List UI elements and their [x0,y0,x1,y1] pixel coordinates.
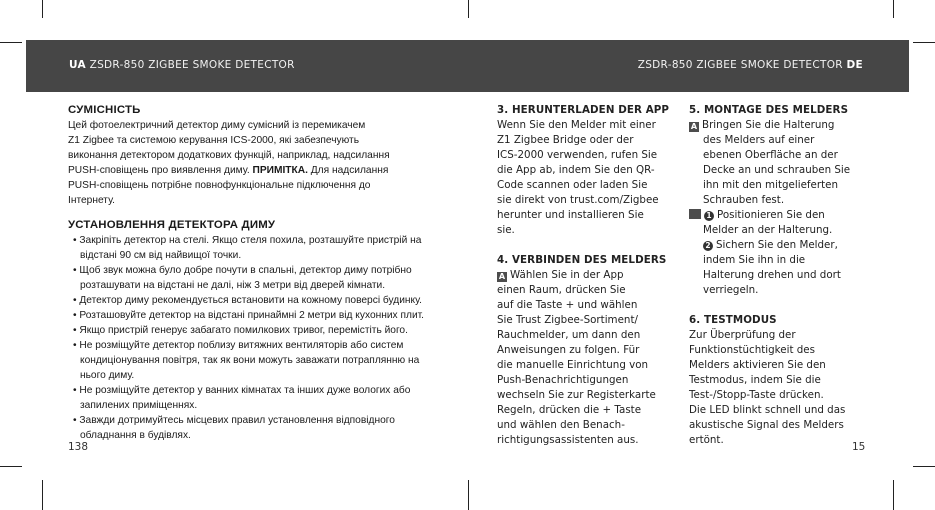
de-s4-line: richtigungsassistenten aus. [497,434,639,446]
de-s4-title: 4. VERBINDEN DES MELDERS [497,254,667,266]
ua-note-text: Для надсилання [310,165,389,176]
ua-section1-line: PUSH-сповіщень про виявлення диму. [68,165,250,176]
de-s4-first-line [497,268,675,283]
de-s4-line: auf die Taste + und wählen [497,299,638,311]
de-s3-line: Z1 Zigbee Bridge oder der [497,134,634,146]
de-s5-line: Bringen Sie die Halterung [702,119,835,131]
de-s5-step2-line: Halterung drehen und dort [703,269,841,281]
ua-bullet-list [68,233,443,443]
list-item: • Закріпіть детектор на стелі. Якщо стеля похила, розташуйте пристрій на відстані 90 см від найвищої точки. [68,233,443,263]
de-s4-line: wechseln Sie zur Registerkarte [497,389,656,401]
de-s5-step2-line: indem Sie ihn in die [703,254,806,266]
list-item: • Щоб звук можна було добре почути в спальні, детектор диму потрібно розташувати на відстані не далі, ніж 3 метри від дверей кімнати. [68,263,443,293]
de-s3-line: Code scannen oder laden Sie [497,179,648,191]
de-s6-line: Test-/Stopp-Taste drücken. [689,389,824,401]
crop-mark [42,0,43,18]
de-s5-step2-line: verriegeln. [703,284,759,296]
ua-section1-title: СУМІСНІСТЬ [68,104,141,116]
de-s5-step2-line: Sichern Sie den Melder, [716,239,838,251]
list-item: • Завжди дотримуйтесь місцевих правил установлення відповідного обладнання в будівлях. [68,413,443,443]
header-left-title: ZSDR-850 ZIGBEE SMOKE DETECTOR [89,59,295,71]
de-s5-title: 5. MONTAGE DES MELDERS [689,104,849,116]
de-s3-line: sie. [497,224,515,236]
de-s5-first-line [689,118,865,133]
de-s6-line: ertönt. [689,434,724,446]
step-a-badge-icon: A [690,122,698,131]
ua-section1-line: Інтернету. [68,195,115,206]
header-left-code: UA [69,59,86,71]
list-item: • Розташовуйте детектор на відстані принаймні 2 метри від кухонних плит. [68,308,443,323]
crop-mark [0,466,22,467]
de-s5-line: des Melders auf einer [703,134,815,146]
de-s5-line: ebenen Oberfläche an der [703,149,838,161]
de-s6-line: akustische Signal des Melders [689,419,844,431]
de-s3-line: die App ab, indem Sie den QR- [497,164,655,176]
de-s3-line: ICS-2000 verwenden, rufen Sie [497,149,658,161]
ua-note-label: ПРИМІТКА. [252,165,308,176]
de-s3-line: herunter und installieren Sie [497,209,644,221]
step-a-badge-icon: A [498,272,506,281]
de-s6-line: Zur Überprüfung der [689,329,796,341]
ua-column [68,103,443,443]
de-s5-step1-line: Melder an der Halterung. [703,224,833,236]
ua-section1-line: виконання детектором додаткових функцій, наприклад, надсилання [68,150,390,161]
de-s4-line: Regeln, drücken die + Taste [497,404,642,416]
de-s6-title: 6. TESTMODUS [689,314,777,326]
list-item: • Не розміщуйте детектор поблизу витяжних вентиляторів або систем кондиціонування повітря, так як вони можуть заважати потраплянню на нього диму. [68,338,443,383]
crop-mark [913,466,935,467]
list-item: • Якщо пристрій генерує забагато помилкових тривог, перемістіть його. [68,323,443,338]
ua-section1-line: Цей фотоелектричний детектор диму сумісний із перемикачем [68,120,366,131]
de-s5-line: Schrauben fest. [703,194,785,206]
de-s4-line: die manuelle Einrichtung von [497,359,649,371]
ua-section1-line: PUSH-сповіщень потрібне повнофункціональне підключення до [68,180,371,191]
de-s3-title: 3. HERUNTERLADEN DER APP [497,104,670,116]
de-s5-line: Decke an und schrauben Sie [703,164,851,176]
page-number-left: 138 [68,441,89,453]
de-column-2 [689,103,865,448]
de-s5-step2-first-line [689,238,865,253]
step-b-badge-icon [689,209,701,219]
de-s5-line: ihn mit den mitgelieferten [703,179,839,191]
de-s4-line: einen Raum, drücken Sie [497,284,626,296]
de-s4-line: Rauchmelder, um dann den [497,329,641,341]
de-s3-line: sie direkt von trust.com/Zigbee [497,194,659,206]
de-column-1 [497,103,675,448]
de-s4-line: Anweisungen zu folgen. Für [497,344,640,356]
ua-section1-line: Z1 Zigbee та системою керування ICS-2000, які забезпечують [68,135,359,146]
de-s6-line: Testmodus, indem Sie die [689,374,821,386]
ua-section2-title: УСТАНОВЛЕННЯ ДЕТЕКТОРА ДИМУ [68,219,276,231]
de-s4-line: Push-Benachrichtigungen [497,374,629,386]
de-s6-line: Melders aktivieren Sie den [689,359,826,371]
list-item: • Не розміщуйте детектор у ванних кімнатах та інших дуже вологих або запилених приміщеннях. [68,383,443,413]
de-s6-line: Die LED blinkt schnell und das [689,404,846,416]
de-s5-step1-line: Positionieren Sie den [717,209,825,221]
list-item: • Детектор диму рекомендується встановити на кожному поверсі будинку. [68,293,443,308]
header-left [69,59,295,71]
crop-mark [468,0,469,18]
crop-mark [913,42,935,43]
step-2-circle-icon: 2 [703,241,713,251]
crop-mark [893,480,894,510]
header-right-code: DE [846,59,863,71]
de-s4-line: Wählen Sie in der App [510,269,624,281]
crop-mark [42,480,43,510]
header-right-title: ZSDR-850 ZIGBEE SMOKE DETECTOR [637,59,843,71]
crop-mark [468,480,469,510]
step-1-circle-icon: 1 [704,211,714,221]
de-s4-line: und wählen den Benach- [497,419,625,431]
de-s3-line: Wenn Sie den Melder mit einer [497,119,656,131]
ua-section1-line-note [68,163,443,178]
header-right [638,59,863,71]
de-s4-line: Sie Trust Zigbee-Sortiment/ [497,314,638,326]
page-number-right: 15 [852,441,866,453]
de-s6-line: Funktionstüchtigkeit des [689,344,815,356]
crop-mark [893,0,894,18]
crop-mark [0,42,22,43]
de-s5-step1-first-line [689,208,865,223]
